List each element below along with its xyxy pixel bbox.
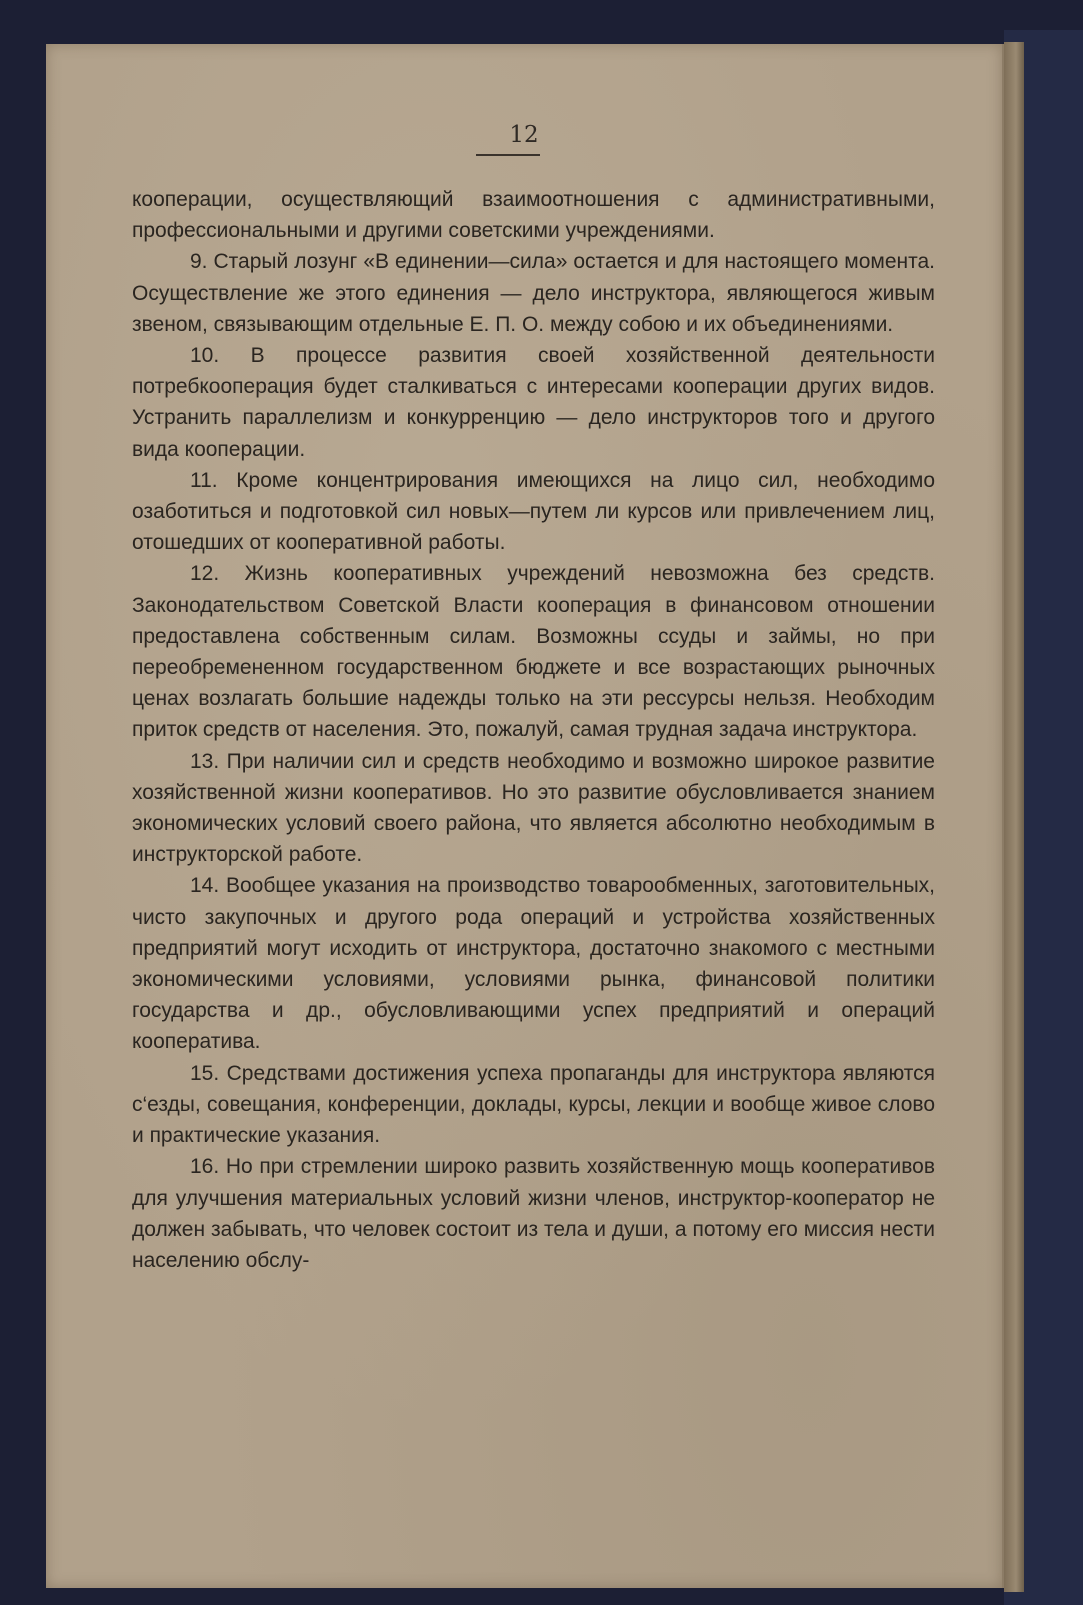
page-body — [132, 184, 935, 1276]
paragraph-16: 16. Но при стремлении широко развить хозяйственную мощь кооперативов для улучшения материальных условий жизни членов, инструктор-кооператор не должен забывать, что человек состоит из тела и души, а потому его миссия нести населению обслу- — [132, 1155, 935, 1272]
page-number: 12 — [509, 122, 539, 148]
paragraph-10: 10. В процессе развития своей хозяйственной деятельности потребкооперация будет сталкиваться с интересами кооперации других видов. Устранить параллелизм и конкурренцию — дело инструкторов того и другого вида кооперации. — [132, 344, 935, 461]
book-page — [46, 44, 1004, 1588]
paragraph-continuation: кооперации, осуществляющий взаимоотношения с административными, профессиональными и другими советскими учреждениями. — [132, 188, 935, 243]
paragraph-13: 13. При наличии сил и средств необходимо и возможно широкое развитие хозяйственной жизни кооперативов. Но это развитие обусловливается знанием экономических условий своего района, что является абсолютно необходимым в инструкторской работе. — [132, 749, 935, 867]
paragraph-14: 14. Вообщее указания на производство товарообменных, заготовительных, чисто закупочных и другого рода операций и устройства хозяйственных предприятий могут исходить от инструктора, достаточно знакомого с местными экономическими условиями, условиями рынка, финансовой политики государства и др., обусловливающими успех предприятий и операций кооператива. — [132, 874, 935, 1054]
next-page-edge — [1004, 42, 1024, 1592]
paragraph-15: 15. Средствами достижения успеха пропаганды для инструктора являются с‘езды, совещания, конференции, доклады, курсы, лекции и вообще живое слово и практические указания. — [132, 1061, 935, 1148]
paragraph-12: 12. Жизнь кооперативных учреждений невозможна без средств. Законодательством Советской Власти кооперация в финансовом отношении предоставлена собственным силам. Возможны ссуды и займы, но при переобремененном государственном бюджете и все возрастающих рыночных ценах возлагать большие надежды только на эти рессурсы нельзя. Необходим приток средств от населения. Это, пожалуй, самая трудная задача инструктора. — [132, 562, 935, 742]
paragraph-11: 11. Кроме концентрирования имеющихся на лицо сил, необходимо озаботиться и подготовкой сил новых—путем ли курсов или привлечением лиц, отошедших от кооперативной работы. — [132, 468, 935, 555]
paragraph-9: 9. Старый лозунг «В единении—сила» остается и для настоящего момента. Осуществление же этого единения — дело инструктора, являющегося живым звеном, связывающим отдельные Е. П. О. между собою и их объединениями. — [132, 250, 935, 336]
page-number-rule — [476, 154, 540, 156]
